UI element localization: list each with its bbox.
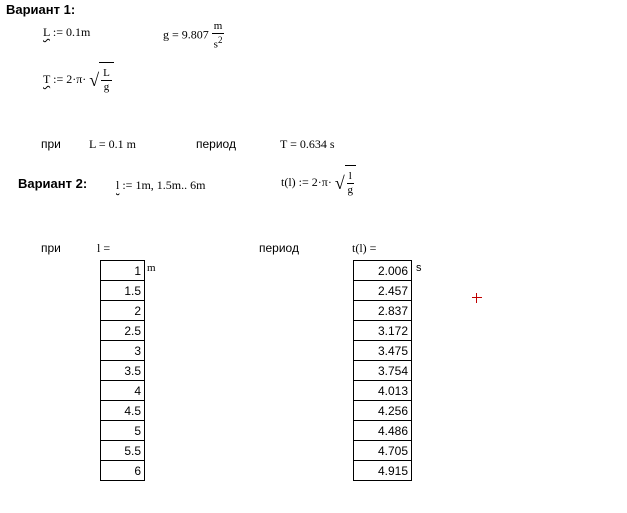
t-row bbox=[354, 421, 412, 441]
result2-period: период bbox=[259, 241, 299, 255]
result2-pri: при bbox=[41, 241, 61, 255]
l-row bbox=[101, 401, 145, 421]
l-row-cell[interactable]: 2.5 bbox=[101, 321, 145, 341]
t-den: g bbox=[347, 184, 353, 196]
t-row bbox=[354, 261, 412, 281]
l-row bbox=[101, 321, 145, 341]
L-var: L bbox=[43, 25, 50, 39]
l-unit: m bbox=[147, 262, 156, 274]
t-unit: s bbox=[416, 262, 422, 274]
l-row-cell[interactable]: 2 bbox=[101, 301, 145, 321]
t-row bbox=[354, 401, 412, 421]
t-row bbox=[354, 321, 412, 341]
t-row-cell[interactable]: 3.172 bbox=[354, 321, 412, 341]
L-op: := bbox=[52, 25, 63, 39]
result1-period: период bbox=[196, 137, 236, 151]
l-row bbox=[101, 441, 145, 461]
l-values-table[interactable] bbox=[100, 260, 145, 481]
l-row bbox=[101, 341, 145, 361]
t-fraction bbox=[347, 170, 354, 197]
T-sqrt-body bbox=[99, 62, 114, 98]
l-row bbox=[101, 301, 145, 321]
sqrt-icon: √ bbox=[89, 70, 100, 90]
l-range: 1m, 1.5m.. 6m bbox=[135, 178, 206, 192]
t-row-cell[interactable]: 4.013 bbox=[354, 381, 412, 401]
l-row-cell[interactable]: 5 bbox=[101, 421, 145, 441]
T-fraction bbox=[101, 67, 112, 94]
l-range-definition[interactable] bbox=[116, 178, 205, 193]
t-row bbox=[354, 441, 412, 461]
l-row-cell[interactable]: 5.5 bbox=[101, 441, 145, 461]
t-row-cell[interactable]: 2.837 bbox=[354, 301, 412, 321]
g-den bbox=[214, 34, 223, 52]
t-lhs: t(l) := 2·π· bbox=[281, 174, 332, 189]
l-row-cell[interactable]: 3.5 bbox=[101, 361, 145, 381]
l-row-cell[interactable]: 4 bbox=[101, 381, 145, 401]
l-row bbox=[101, 281, 145, 301]
result1-L[interactable]: L = 0.1 m bbox=[89, 137, 136, 151]
T-num: L bbox=[103, 67, 110, 79]
t-row-cell[interactable]: 4.705 bbox=[354, 441, 412, 461]
t-sqrt-body bbox=[345, 165, 356, 201]
g-definition[interactable] bbox=[163, 20, 224, 52]
T-var: T bbox=[43, 71, 51, 86]
g-units-fraction bbox=[212, 20, 225, 52]
t-row-cell[interactable]: 3.754 bbox=[354, 361, 412, 381]
l-row-cell[interactable]: 3 bbox=[101, 341, 145, 361]
l-row-cell[interactable]: 4.5 bbox=[101, 401, 145, 421]
l-op: := bbox=[122, 178, 133, 192]
t-row bbox=[354, 341, 412, 361]
T-op: := 2·π· bbox=[53, 71, 87, 86]
sqrt-icon: √ bbox=[334, 173, 345, 193]
result1-T[interactable]: T = 0.634 s bbox=[280, 137, 335, 151]
L-value: 0.1m bbox=[66, 25, 91, 39]
t-row-cell[interactable]: 4.486 bbox=[354, 421, 412, 441]
t-row-cell[interactable]: 2.006 bbox=[354, 261, 412, 281]
l-row bbox=[101, 421, 145, 441]
l-var: l bbox=[116, 178, 120, 192]
t-values-table[interactable] bbox=[353, 260, 412, 481]
l-row bbox=[101, 261, 145, 281]
result1-pri: при bbox=[41, 137, 61, 151]
L-definition[interactable] bbox=[43, 25, 90, 40]
t-row-cell[interactable]: 4.915 bbox=[354, 461, 412, 481]
l-row-cell[interactable]: 1 bbox=[101, 261, 145, 281]
t-row bbox=[354, 461, 412, 481]
t-row bbox=[354, 301, 412, 321]
g-den-base: s bbox=[213, 38, 218, 51]
l-row-cell[interactable]: 6 bbox=[101, 461, 145, 481]
t-row bbox=[354, 281, 412, 301]
variant2-heading: Вариант 2: bbox=[18, 176, 88, 191]
t-sqrt bbox=[335, 165, 356, 201]
t-row bbox=[354, 381, 412, 401]
T-sqrt bbox=[89, 62, 114, 98]
t-num: l bbox=[348, 170, 352, 182]
l-row bbox=[101, 461, 145, 481]
l-row-cell[interactable]: 1.5 bbox=[101, 281, 145, 301]
t-eq-label: t(l) = bbox=[352, 241, 377, 255]
l-row bbox=[101, 381, 145, 401]
t-row-cell[interactable]: 2.457 bbox=[354, 281, 412, 301]
l-eq-label: l = bbox=[97, 241, 111, 255]
g-den-exp: 2 bbox=[217, 35, 223, 45]
g-num: m bbox=[213, 20, 223, 32]
t-row-cell[interactable]: 3.475 bbox=[354, 341, 412, 361]
variant1-heading: Вариант 1: bbox=[6, 2, 76, 17]
crosshair-cursor-icon bbox=[472, 293, 482, 303]
T-den: g bbox=[103, 81, 110, 93]
t-row bbox=[354, 361, 412, 381]
t-row-cell[interactable]: 4.256 bbox=[354, 401, 412, 421]
T-definition[interactable] bbox=[43, 62, 114, 98]
g-lhs: g = 9.807 bbox=[163, 27, 209, 42]
t-definition[interactable] bbox=[281, 165, 356, 201]
l-row bbox=[101, 361, 145, 381]
